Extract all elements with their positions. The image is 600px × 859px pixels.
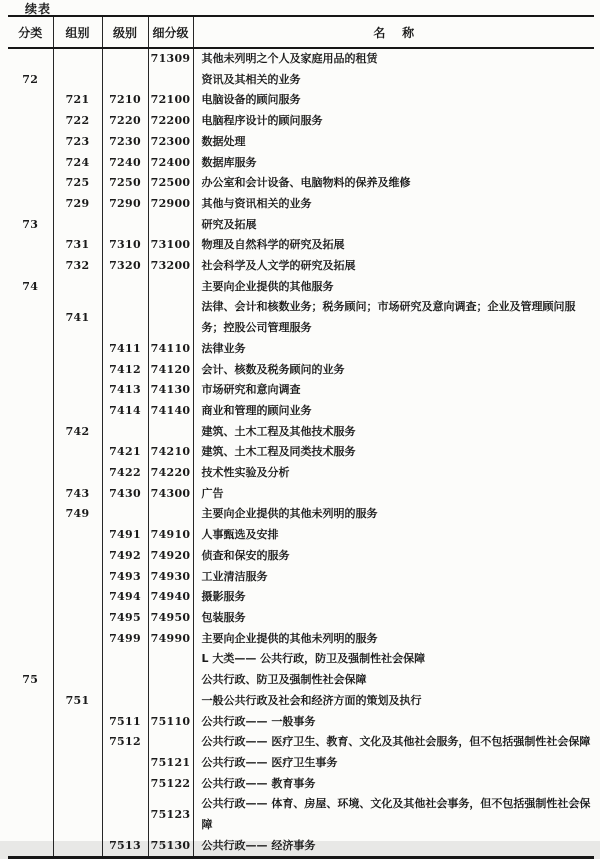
cell-subclass: 74920 <box>148 546 193 567</box>
cell-group <box>53 732 102 753</box>
cell-name: 公共行政—— 教育事务 <box>201 776 316 790</box>
cell-category <box>8 463 53 484</box>
cell-level <box>102 504 148 525</box>
cell-group <box>53 794 102 835</box>
table-body <box>8 48 594 858</box>
cell-group: 725 <box>53 173 102 194</box>
cell-subclass: 74110 <box>148 339 193 360</box>
cell-subclass: 75123 <box>148 794 193 835</box>
cell-level: 7414 <box>102 401 148 422</box>
cell-category <box>8 339 53 360</box>
cell-category <box>8 132 53 153</box>
table-row <box>8 463 594 484</box>
cell-level <box>102 774 148 795</box>
cell-group <box>53 401 102 422</box>
cell-subclass <box>148 277 193 298</box>
cell-subclass: 74120 <box>148 360 193 381</box>
cell-name: 建筑、土木工程及同类技术服务 <box>201 445 356 459</box>
table-row <box>8 567 594 588</box>
cell-name: 资讯及其相关的业务 <box>201 72 301 86</box>
cell-name: 主要向企业提供的其他服务 <box>201 279 334 293</box>
cell-category <box>8 649 53 670</box>
cell-subclass: 75110 <box>148 712 193 733</box>
cell-level: 7250 <box>102 173 148 194</box>
cell-group <box>53 649 102 670</box>
table-row <box>8 442 594 463</box>
cell-name: 广告 <box>201 486 224 500</box>
cell-name: 侦查和保安的服务 <box>201 548 290 562</box>
cell-group <box>53 70 102 91</box>
cell-level <box>102 70 148 91</box>
cell-category <box>8 153 53 174</box>
cell-category <box>8 194 53 215</box>
cell-name: 建筑、土木工程及其他技术服务 <box>201 424 356 438</box>
table-row <box>8 753 594 774</box>
table-row <box>8 587 594 608</box>
cell-group: 731 <box>53 235 102 256</box>
cell-level: 7210 <box>102 90 148 111</box>
cell-name: 公共行政、防卫及强制性社会保障 <box>201 673 367 687</box>
cell-group <box>53 712 102 733</box>
cell-group <box>53 48 102 70</box>
column-header-category: 分类 <box>8 16 53 48</box>
cell-level <box>102 670 148 691</box>
cell-group <box>53 546 102 567</box>
cell-subclass: 73100 <box>148 235 193 256</box>
cell-name: 电脑程序设计的顾问服务 <box>201 114 323 128</box>
cell-name: 摄影服务 <box>201 590 246 604</box>
table-row <box>8 504 594 525</box>
table-row <box>8 380 594 401</box>
cell-level: 7413 <box>102 380 148 401</box>
cell-group <box>53 629 102 650</box>
table-row <box>8 256 594 277</box>
cell-name: 工业清洁服务 <box>201 569 268 583</box>
cell-category: 75 <box>8 670 53 691</box>
cell-group: 751 <box>53 691 102 712</box>
cell-subclass: 75122 <box>148 774 193 795</box>
cell-level: 7310 <box>102 235 148 256</box>
cell-name: 电脑设备的顾问服务 <box>201 93 301 107</box>
cell-category <box>8 546 53 567</box>
table-row <box>8 836 594 858</box>
cell-name: 物理及自然科学的研究及拓展 <box>201 238 345 252</box>
cell-category <box>8 442 53 463</box>
cell-group <box>53 836 102 858</box>
cell-category <box>8 504 53 525</box>
cell-category <box>8 401 53 422</box>
cell-name: 其他与资讯相关的业务 <box>201 196 312 210</box>
continued-table-label: 续表 <box>25 2 52 16</box>
cell-group: 722 <box>53 111 102 132</box>
cell-category <box>8 732 53 753</box>
table-row <box>8 70 594 91</box>
classification-table <box>8 15 594 859</box>
table-row <box>8 649 594 670</box>
cell-name: 包装服务 <box>201 610 246 624</box>
cell-group <box>53 339 102 360</box>
cell-subclass: 74140 <box>148 401 193 422</box>
cell-group <box>53 525 102 546</box>
cell-subclass: 72200 <box>148 111 193 132</box>
cell-subclass: 74130 <box>148 380 193 401</box>
cell-category <box>8 48 53 70</box>
cell-name: 办公室和会计设备、电脑物料的保养及维修 <box>201 176 411 190</box>
table-row <box>8 401 594 422</box>
cell-level: 7230 <box>102 132 148 153</box>
cell-group <box>53 567 102 588</box>
cell-category <box>8 712 53 733</box>
cell-level <box>102 48 148 70</box>
cell-subclass <box>148 504 193 525</box>
cell-level <box>102 753 148 774</box>
cell-name: 市场研究和意向调查 <box>201 383 301 397</box>
cell-level <box>102 277 148 298</box>
cell-level: 7491 <box>102 525 148 546</box>
cell-level <box>102 794 148 835</box>
cell-subclass: 71309 <box>148 48 193 70</box>
cell-subclass: 75130 <box>148 836 193 858</box>
column-header-subclass: 细分级 <box>148 16 193 48</box>
cell-category <box>8 629 53 650</box>
cell-group: 724 <box>53 153 102 174</box>
cell-category <box>8 774 53 795</box>
table-row <box>8 215 594 236</box>
cell-group <box>53 277 102 298</box>
cell-subclass <box>148 670 193 691</box>
cell-group <box>53 774 102 795</box>
cell-subclass: 72500 <box>148 173 193 194</box>
cell-name: 一般公共行政及社会和经济方面的策划及执行 <box>201 693 422 707</box>
cell-group: 723 <box>53 132 102 153</box>
cell-level: 7290 <box>102 194 148 215</box>
table-header-row <box>8 16 594 48</box>
cell-level <box>102 215 148 236</box>
cell-category <box>8 235 53 256</box>
cell-name: 技术性实验及分析 <box>201 466 290 480</box>
table-row <box>8 90 594 111</box>
cell-subclass <box>148 422 193 443</box>
cell-level: 7512 <box>102 732 148 753</box>
cell-name: 公共行政—— 医疗卫生事务 <box>201 755 338 769</box>
cell-name: 人事甄选及安排 <box>201 528 279 542</box>
cell-group: 742 <box>53 422 102 443</box>
cell-subclass: 74300 <box>148 484 193 505</box>
cell-name: 公共行政—— 医疗卫生、教育、文化及其他社会服务，但不包括强制性社会保障 <box>201 735 591 749</box>
cell-category <box>8 525 53 546</box>
cell-name: 会计、核数及税务顾问的业务 <box>201 362 345 376</box>
cell-name: 公共行政—— 一般事务 <box>201 714 316 728</box>
cell-category <box>8 587 53 608</box>
cell-subclass: 72300 <box>148 132 193 153</box>
table-row <box>8 339 594 360</box>
cell-group <box>53 380 102 401</box>
cell-subclass: 74910 <box>148 525 193 546</box>
cell-subclass: 72100 <box>148 90 193 111</box>
table-row <box>8 691 594 712</box>
cell-category <box>8 691 53 712</box>
cell-category <box>8 422 53 443</box>
column-header-group: 组别 <box>53 16 102 48</box>
cell-level: 7499 <box>102 629 148 650</box>
table-row <box>8 774 594 795</box>
cell-category <box>8 380 53 401</box>
table-row <box>8 132 594 153</box>
cell-name: 社会科学及人文学的研究及拓展 <box>201 259 356 273</box>
cell-category: 73 <box>8 215 53 236</box>
cell-subclass: 74220 <box>148 463 193 484</box>
cell-name: L 大类—— 公共行政，防卫及强制性社会保障 <box>201 652 426 666</box>
cell-name: 其他未列明之个人及家庭用品的租赁 <box>201 52 378 65</box>
table-row <box>8 732 594 753</box>
cell-subclass: 72400 <box>148 153 193 174</box>
cell-subclass <box>148 297 193 338</box>
cell-group <box>53 587 102 608</box>
cell-subclass: 74210 <box>148 442 193 463</box>
table-row <box>8 111 594 132</box>
table-row <box>8 629 594 650</box>
cell-name: 数据库服务 <box>201 155 257 169</box>
cell-category <box>8 567 53 588</box>
cell-subclass: 73200 <box>148 256 193 277</box>
cell-subclass: 74950 <box>148 608 193 629</box>
cell-subclass <box>148 649 193 670</box>
cell-group: 732 <box>53 256 102 277</box>
cell-level: 7412 <box>102 360 148 381</box>
cell-name: 公共行政—— 经济事务 <box>201 838 316 852</box>
cell-level: 7495 <box>102 608 148 629</box>
cell-category <box>8 836 53 858</box>
cell-name: 商业和管理的顾问业务 <box>201 403 312 417</box>
cell-subclass <box>148 215 193 236</box>
table-row <box>8 422 594 443</box>
cell-category <box>8 256 53 277</box>
cell-category <box>8 173 53 194</box>
table-row <box>8 670 594 691</box>
cell-category <box>8 753 53 774</box>
cell-group: 721 <box>53 90 102 111</box>
column-header-level: 级别 <box>102 16 148 48</box>
table-row <box>8 712 594 733</box>
cell-subclass <box>148 691 193 712</box>
cell-subclass: 75121 <box>148 753 193 774</box>
cell-level <box>102 649 148 670</box>
cell-name: 法律、会计和核数业务；税务顾问；市场研究及意向调查；企业及管理顾问服务；控股公司管理服务 <box>201 300 576 335</box>
cell-subclass: 74930 <box>148 567 193 588</box>
cell-category: 72 <box>8 70 53 91</box>
cell-level: 7493 <box>102 567 148 588</box>
cell-name: 法律业务 <box>201 341 246 355</box>
cell-group <box>53 753 102 774</box>
table-row <box>8 546 594 567</box>
cell-group: 741 <box>53 297 102 338</box>
table-row <box>8 48 594 70</box>
column-header-name: 名 称 <box>193 16 594 48</box>
cell-level: 7320 <box>102 256 148 277</box>
cell-name: 公共行政—— 体育、房屋、环境、文化及其他社会事务，但不包括强制性社会保障 <box>201 797 591 832</box>
cell-group <box>53 463 102 484</box>
cell-group <box>53 360 102 381</box>
cell-subclass: 74990 <box>148 629 193 650</box>
cell-subclass: 74940 <box>148 587 193 608</box>
cell-group <box>53 608 102 629</box>
table-row <box>8 484 594 505</box>
cell-group <box>53 215 102 236</box>
cell-category <box>8 608 53 629</box>
cell-level: 7511 <box>102 712 148 733</box>
cell-level: 7492 <box>102 546 148 567</box>
cell-level <box>102 691 148 712</box>
cell-group: 729 <box>53 194 102 215</box>
cell-category <box>8 297 53 338</box>
cell-category <box>8 90 53 111</box>
table-row <box>8 153 594 174</box>
cell-name: 数据处理 <box>201 134 246 148</box>
cell-level: 7421 <box>102 442 148 463</box>
cell-group <box>53 670 102 691</box>
cell-name: 主要向企业提供的其他未列明的服务 <box>201 507 378 521</box>
cell-level: 7494 <box>102 587 148 608</box>
table-row <box>8 194 594 215</box>
table-row <box>8 297 594 338</box>
cell-category <box>8 111 53 132</box>
cell-level <box>102 422 148 443</box>
cell-level: 7513 <box>102 836 148 858</box>
cell-group: 749 <box>53 504 102 525</box>
table-row <box>8 235 594 256</box>
table-row <box>8 277 594 298</box>
cell-level: 7430 <box>102 484 148 505</box>
table-row <box>8 794 594 835</box>
cell-level <box>102 297 148 338</box>
cell-name: 研究及拓展 <box>201 217 257 231</box>
cell-level: 7240 <box>102 153 148 174</box>
table-row <box>8 525 594 546</box>
cell-subclass <box>148 70 193 91</box>
cell-category <box>8 794 53 835</box>
cell-category: 74 <box>8 277 53 298</box>
cell-group <box>53 442 102 463</box>
cell-subclass: 72900 <box>148 194 193 215</box>
table-row <box>8 173 594 194</box>
cell-group: 743 <box>53 484 102 505</box>
cell-category <box>8 360 53 381</box>
cell-category <box>8 484 53 505</box>
table-row <box>8 608 594 629</box>
cell-name: 主要向企业提供的其他未列明的服务 <box>201 631 378 645</box>
cell-level: 7220 <box>102 111 148 132</box>
cell-level: 7422 <box>102 463 148 484</box>
cell-level: 7411 <box>102 339 148 360</box>
table-header <box>8 16 594 48</box>
cell-subclass <box>148 732 193 753</box>
table-row <box>8 360 594 381</box>
